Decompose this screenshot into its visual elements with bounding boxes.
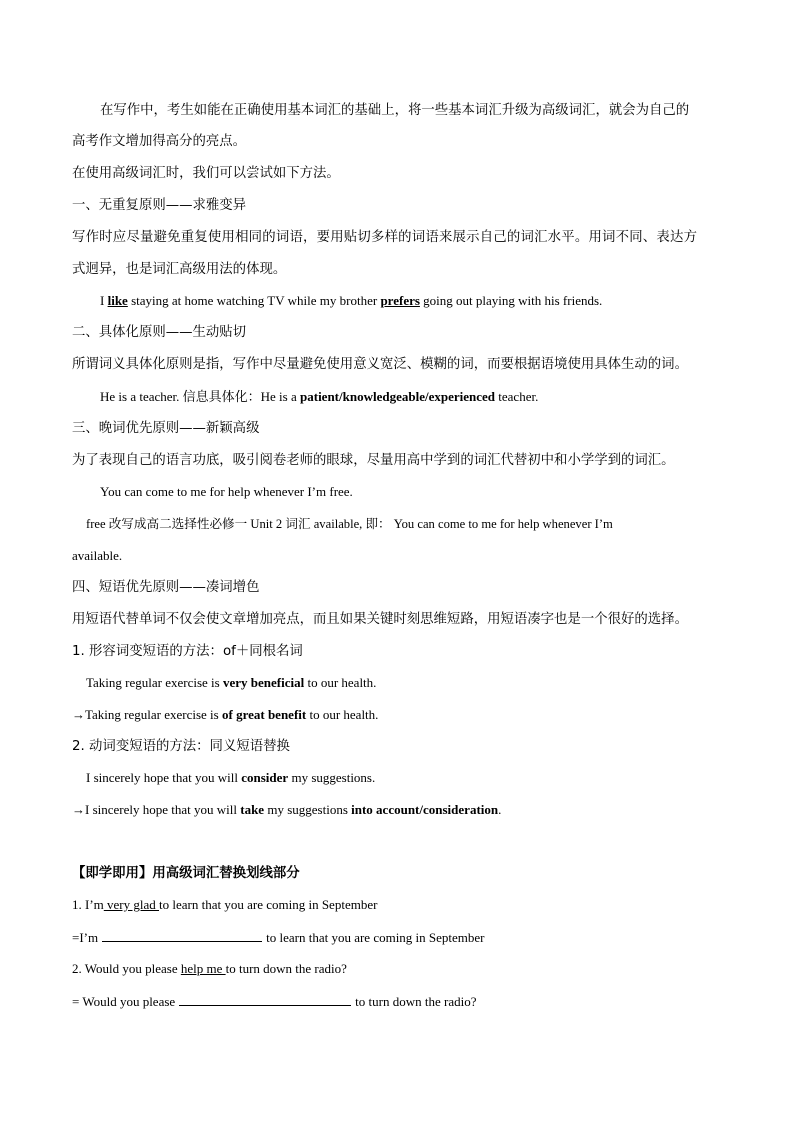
answer-text: = Would you please bbox=[72, 994, 176, 1009]
example-text: staying at home watching TV while my brother bbox=[127, 293, 381, 308]
example-text: to our health. bbox=[306, 707, 379, 722]
bold-word: take bbox=[240, 802, 265, 817]
method1-title: 1. 形容词变短语的方法：of＋同根名词 bbox=[72, 644, 303, 659]
intro-paragraph-line2: 高考作文增加得高分的亮点。 bbox=[72, 134, 247, 149]
answer-text: =I’m bbox=[72, 930, 99, 945]
section3-example2-line1: free 改写成高二选择性必修一 Unit 2 词汇 available, 即： You can come to me for help whenever I’m bbox=[86, 517, 613, 531]
section1-example bbox=[100, 291, 602, 311]
example-text: going out playing with his friends. bbox=[419, 293, 603, 308]
section4-title: 四、短语优先原则——凑词增色 bbox=[72, 580, 260, 595]
answer-text: to turn down the radio? bbox=[355, 994, 477, 1009]
bold-phrase: into account/consideration bbox=[351, 802, 499, 817]
intro-paragraph-2: 在使用高级词汇时，我们可以尝试如下方法。 bbox=[72, 166, 340, 181]
section3-desc: 为了表现自己的语言功底，吸引阅卷老师的眼球，尽量用高中学到的词汇代替初中和小学学到的词汇。 bbox=[72, 453, 675, 468]
underlined-phrase: help me bbox=[180, 961, 226, 976]
underlined-word-prefers: prefers bbox=[380, 293, 420, 308]
underlined-phrase: very glad bbox=[103, 897, 160, 912]
underlined-word-like: like bbox=[107, 293, 128, 308]
question-text: to turn down the radio? bbox=[225, 961, 347, 976]
example-text: →I sincerely hope that you will bbox=[72, 802, 241, 817]
section2-example bbox=[100, 387, 538, 407]
example-text: He is a teacher. 信息具体化：He is a bbox=[100, 389, 301, 404]
example-text: my suggestions bbox=[264, 802, 352, 817]
section3-title: 三、晚词优先原则——新颖高级 bbox=[72, 421, 260, 436]
answer-text: to learn that you are coming in September bbox=[266, 930, 485, 945]
practice-question1 bbox=[72, 895, 377, 915]
example-text: I bbox=[100, 293, 108, 308]
bold-word: consider bbox=[241, 770, 289, 785]
section3-example1: You can come to me for help whenever I’m free. bbox=[100, 484, 353, 499]
bold-phrase: of great benefit bbox=[221, 707, 307, 722]
section2-desc: 所谓词义具体化原则是指，写作中尽量避免使用意义宽泛、模糊的词，而要根据语境使用具体生动的词。 bbox=[72, 357, 688, 372]
method1-example1 bbox=[86, 673, 376, 693]
example-text: teacher. bbox=[495, 389, 539, 404]
question-text: 1. I’m bbox=[72, 897, 104, 912]
example-text: Taking regular exercise is bbox=[86, 675, 223, 690]
section1-desc-line1: 写作时应尽量避免重复使用相同的词语，要用贴切多样的词语来展示自己的词汇水平。用词不同、表达方 bbox=[72, 230, 698, 245]
practice-answer1 bbox=[72, 927, 485, 948]
section3-example2-line2: available. bbox=[72, 548, 123, 563]
example-text: →Taking regular exercise is bbox=[72, 707, 222, 722]
example-text: I sincerely hope that you will bbox=[86, 770, 242, 785]
example-text: . bbox=[498, 802, 502, 817]
section1-title: 一、无重复原则——求雅变异 bbox=[72, 198, 247, 213]
section2-title: 二、具体化原则——生动贴切 bbox=[72, 325, 247, 340]
example-text: to our health. bbox=[304, 675, 377, 690]
bold-phrase: very beneficial bbox=[222, 675, 305, 690]
practice-question2 bbox=[72, 959, 347, 979]
question-text: to learn that you are coming in September bbox=[159, 897, 378, 912]
practice-answer2 bbox=[72, 991, 476, 1012]
section4-desc: 用短语代替单词不仅会使文章增加亮点，而且如果关键时刻思维短路，用短语凑字也是一个很好的选择。 bbox=[72, 612, 688, 627]
question-text: 2. Would you please bbox=[72, 961, 181, 976]
method2-example1 bbox=[86, 768, 375, 788]
method1-example2 bbox=[72, 705, 378, 725]
practice-title: 【即学即用】用高级词汇替换划线部分 bbox=[72, 866, 300, 881]
method2-title: 2. 动词变短语的方法：同义短语替换 bbox=[72, 739, 290, 754]
section1-desc-line2: 式迥异，也是词汇高级用法的体现。 bbox=[72, 262, 287, 277]
answer-blank-1[interactable] bbox=[102, 927, 262, 942]
example-text: my suggestions. bbox=[288, 770, 376, 785]
method2-example2 bbox=[72, 800, 501, 820]
bold-adjectives: patient/knowledgeable/experienced bbox=[300, 389, 496, 404]
answer-blank-2[interactable] bbox=[179, 991, 351, 1006]
intro-paragraph-line1: 在写作中，考生如能在正确使用基本词汇的基础上，将一些基本词汇升级为高级词汇，就会为自己的 bbox=[100, 103, 690, 118]
